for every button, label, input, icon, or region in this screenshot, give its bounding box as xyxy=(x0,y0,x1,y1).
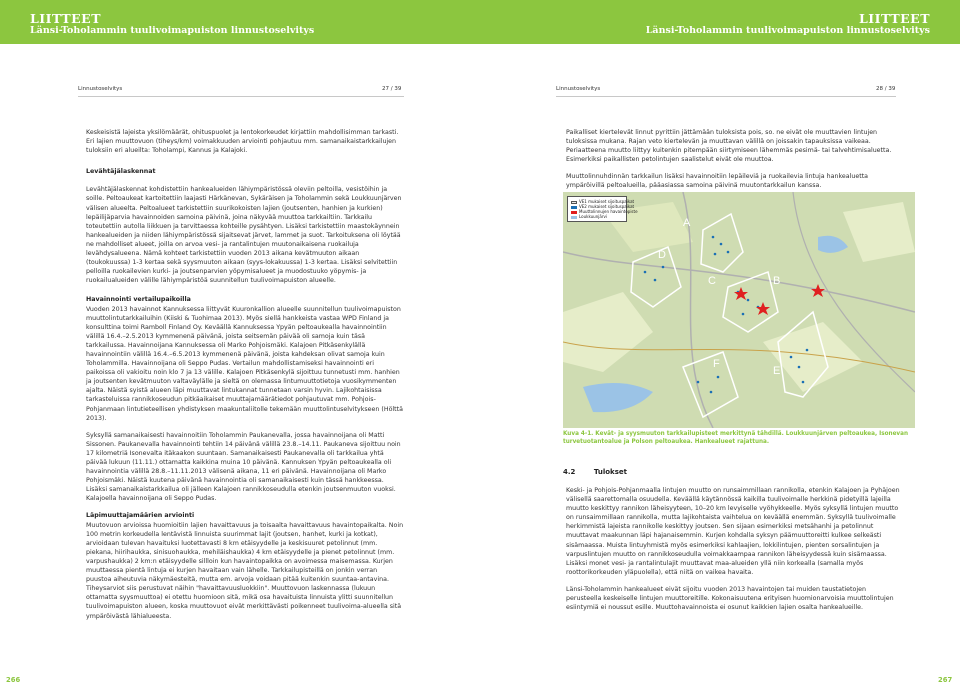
intro-paragraph: Keskeisistä lajeista yksilömäärät, ohituspuolet ja lentokorkeudet kirjattiin mahdollisimman tarkasti. Eri lajien muuttovuon (tiheys/km) voimakkuuden arviointi pohjautuu mm. samanaikaistarkkailujen tuloksiin eri alueilta: Toholampi, Kannus ja Kalajoki. xyxy=(86,129,399,155)
legend-item: Muuttolinnujen havaintopiste xyxy=(579,209,638,214)
paragraph: Syksyllä samanaikaisesti havainnoitiin Toholammin Paukanevalla, jossa havainnoijana oli Matti Sissonen. Paukanevalla havainnointi tehtiin 14 päivänä välillä 23.8.–14.11. Paukaneva sijoittuu noin 17 kilometriä Isonevalta itäkaakon suuntaan. Samanaikaisesti Paukanevalla oli tarkkailua yhtä päivää lukuun (11.11.) ottamatta kaikkina muina 10 päivänä. Kannuksen Ypyän peltoaukealla oli havainnointia välillä 28.8.–11.11.2013 välisenä aikana, 11 eri päivänä. Havainnoijana oli Marko Pohjoismäki. Näistä kuutena päivänä havainnointia oli samanaikaisesti kuin tässä hankkeessa. Lisäksi samanaikaistarkkailua oli jälleen Kalajoen rannikkoseudulla etenkin joutsenmuuton vuoksi. Kalajoella havainnoijana oli Seppo Pudas. xyxy=(86,431,401,503)
svg-text:B: B xyxy=(773,275,781,287)
paragraph: Vuoden 2013 havainnot Kannuksessa liittyvät Kuuronkallion alueelle suunnitellun tuulivoimapuiston muuttolintutarkkailuihin (Kiiski & Tuohimaa 2013). Myös siellä hankkeista vastaa WPD Finland ja konsulttina toimi Ramboll Finland Oy. Keväällä Kannuksessa Ypyän peltoaukealla havainnointiin välillä 16.4.–2.5.2013 kymmenenä päivänä, joista seitsemän päivää oli samoja kuin täsä tarkkailussa. Havainnoijana Kannuksessa oli Marko Pohjoismäki. Kalajoen Pitkäsenkylällä havainnointiin välillä 16.4.–6.5.2013 kymmenenä päivänä, joista kahdeksan olivat samoja kuin Toholammilla. Havainnoijana oli Seppo Pudas. Vertailun mahdollistamiseksi havainnointi eri paikoissa oli vakioitu noin klo 7 ja 13 välille. Kalajoen Pitkäsenkylä sijoittuu tunnetusti mm. hanhien ja joutsenten kevätmuuton valtaväylälle ja sieltä on olemassa lintumuuttotietoja vuosikymmenten ajalta. Näistä syistä alueen läpi muuttavat lintukannat tunnetaan varsin hyvin. Lajikohtaisissa tarkasteluissa rannikkoseudun pitkäaikaiset muuttajamäärätiedot pohjautuvat mm. Pohjois-Pohjanmaan lintutieteellisen yhdistyksen maakuntaliitolle tekemään muuttolintuselvitykseen (Hölttä 2013). xyxy=(86,305,403,422)
right-page-results xyxy=(566,486,902,620)
header-right xyxy=(480,0,960,44)
header-title: LIITTEET xyxy=(30,11,101,26)
map-image xyxy=(563,192,915,428)
header-subtitle: Länsi-Toholammin tuulivoimapuiston linnustoselvitys xyxy=(645,25,930,36)
header-title: LIITTEET xyxy=(859,11,930,26)
svg-text:E: E xyxy=(773,365,781,377)
legend-item: VE1 mukaiset sijoituspaikat xyxy=(579,199,635,204)
section-heading: Havainnointi vertailupaikoilla xyxy=(86,296,191,304)
running-page-number: 27 / 39 xyxy=(382,86,402,92)
paragraph: Muutovuon arvioissa huomioitiin lajien havaittavuus ja toisaalta havaittavuus havaintopaikalta. Noin 100 metrin korkeudella lentävistä linnuista suurimmat lajit (joutsen, hanhet, kurki ja kotkat), arvioidaan tulevan havaituksi luotettavasti 8 km etäisyydelle ja keskisuuret petolinnut (mm. piekana, hiirihaukka, sinisuohaukka, mehiläishaukka) 4 km etäisyydelle ja pienet petolinnut (mm. varpushaukka) 2 km:n etäisyydelle sillloin kun havaintopaikka on avoimessa maisemassa. Kurjen muuttaessa pientä lintuja ei kurjen havaitaan vain lähelle. Tarkkailupisteillä on jonkin verran puustoa aiheutuvia näkymäesteitä, mutta em. arvoja voidaan pitää kuitenkin suuntaa-antavina. Tiheysarviot siis perustuvat näihin "havaittavuusluokkiin". Muuttovuon laskennassa (lukuun ottamatta syysmuuttoa) ei otettu huomioon sitä, mikä osa havaituista linnuista ylitti suunnitellun tuulivoimapuiston alueen, koska muuttovuot eivät merkittävästi poikenneet tuulivoima-alueella sitä ympäröivästä lähialueesta. xyxy=(86,521,404,620)
svg-text:F: F xyxy=(713,358,720,370)
divider xyxy=(78,96,404,97)
page-number: 267 xyxy=(938,676,953,684)
paragraph: Muuttolinnuhdinnän tarkkailun lisäksi havainnoitiin lepäileviä ja ruokailevia lintuja hankealuetta ympäröivillä peltoalueilla, pääasiassa samoina päivinä muutontarkkailun kanssa. xyxy=(566,173,869,190)
running-page-number: 28 / 39 xyxy=(876,86,896,92)
figure-caption: Kuva 4-1. Kevät- ja syysmuuton tarkkailupisteet merkittynä tähdillä. Loukkuunjärven peltoaukea, Isonevan turvetuotantoalue ja Polson peltoaukea. Hankealueet rajattuna. xyxy=(563,431,909,445)
section-heading: Läpimuuttajamäärien arviointi xyxy=(86,512,195,520)
header-subtitle: Länsi-Toholammin tuulivoimapuiston linnustoselvitys xyxy=(30,25,315,36)
svg-text:A: A xyxy=(683,217,691,229)
left-page-body xyxy=(86,128,404,629)
section-number: 4.2 xyxy=(563,468,576,476)
section-heading: Levähtäjälaskennat xyxy=(86,168,156,176)
svg-text:C: C xyxy=(708,275,716,287)
intro-paragraph: Paikalliset kiertelevät linnut pyrittiin jättämään tuloksista pois, so. ne eivät ole muuttavien lintujen tuloksissa mukana. Rajan veto kiertelevän ja muuttavan välillä on joissakin tapauksissa vaikeaa. Periaatteena muutto liittyy kuitenkin pitempään siirtymiseen lähemmäs pesimä- tai talvehtimisaluetta. Esimerkiksi paikallisten petolintujen saalistelut eivät ole muuttoa. xyxy=(566,129,892,164)
running-label: Linnustoselvitys xyxy=(78,86,123,92)
svg-text:D: D xyxy=(658,249,666,261)
map-figure xyxy=(563,192,915,428)
header-left xyxy=(0,0,480,44)
section-heading xyxy=(563,468,643,476)
section-title: Tulokset xyxy=(593,468,627,476)
map-legend xyxy=(567,196,638,222)
legend-item: VE2 mukaiset sijoituspaikat xyxy=(579,204,635,209)
divider xyxy=(556,96,896,97)
running-label: Linnustoselvitys xyxy=(556,86,601,92)
paragraph: Länsi-Toholammin hankealueet eivät sijoitu vuoden 2013 havaintojen tai muiden taustatietojen perusteella keskeiselle lintujen muuttoreitille. Kokonaisuutena erityisen huomionarvoisia muuttolintujen esiintymiä ei noussut esille. Muuttohavainnoista ei osunut kaikkien lajien osalta hankealueille. xyxy=(566,585,894,612)
page-number: 266 xyxy=(6,676,21,684)
paragraph: Levähtäjälaskennat kohdistettiin hankealueiden lähiympäristössä oleviin peltoilla, vesistöihin ja soille. Peltoaukeat kartoitettiin laajasti Härkänevan, Sykäräisen ja Toholammin sekä Loukkuunjärven välisen alueelta. Peltoalueet tarkistettiin suurikokoisten lajien (joutsenten, hanhien ja kurkien) lepäilijäparvia havainnoiden samoina päivinä, joina näkyvää muuttoa tarkkailtiin. Tarkkailu toteutettiin autolla liikkuen ja tarvittaessa kohteille pysähtyen. Lisäksi tarkistettiin maastokäynnein hankealueiden ja niiden lähiympäristössä sijaitsevat järvet, lammet ja suot. Tarkoituksena oli löytää ne mahdolliset alueet, joilla on arvoa vesi- ja rantalintujen muutonaikaisena ruokailuja levähdysalueena. Nämä kohteet tarkistettiin vuoden 2013 aikana kevätmuuton aikaan (toukokuussa) 1-3 kertaa sekä syysmuuton aikaan (syys-lokakuussa) 1-3 kertaa. Lisäksi selvitettiin pelloilla ruokailevien kurki- ja joutsenparvien yöpymisalueet ja muodostuuko yöpymis- ja ruokailualueiden välille lähiympäristöä suunnitellun tuulivoimapuiston alueelle. xyxy=(86,186,402,285)
legend-item: Loukkuunjärvi xyxy=(579,214,607,219)
paragraph: Keski- ja Pohjois-Pohjanmaalla lintujen muutto on runsaimmillaan rannikolla, etenkin Kalajoen ja Pyhäjoen välisellä saarettomalla osuudella. Keväällä käytännössä kaikilla tuulivoimalle herkkinä pidetyillä lajeilla muutto keskittyy rannikon läheisyyteen, 10–20 km levyiselle vyöhykkeelle. Myös syksyllä lintujen muutto on runsaimmillaan rannikolla, mutta lajikohtaista vaihtelua on keväällä enemmän. Syksyllä tuulivoimalle herkimmistä lajeista rannikolle keskittyy joutsen. Sen sijaan esimerkiksi metsähanhi ja petolinnut muuttavat maakunnan läpi hajanaisemmin. Kurjen kohdalla syksyn päämuuttoreitti kulkee selkeästi sisämaassa. Muista lintuyhmistä myös esimerkiksi kahlaajien, lokkilintujen, pienten sorsalintujen ja varpuslintujen muutto on rannikkoseudulla voimakkaampaa rannikon läheisyydessä kuin sisämaassa. Lisäksi monet vesi- ja rantalintulajit muuttavat maa-alueiden yllä niin korkealla (samalla myös roottorikorkeuden yläpuolella), että niitä on vaikea havaita. xyxy=(566,487,900,576)
right-page-intro xyxy=(566,128,902,199)
